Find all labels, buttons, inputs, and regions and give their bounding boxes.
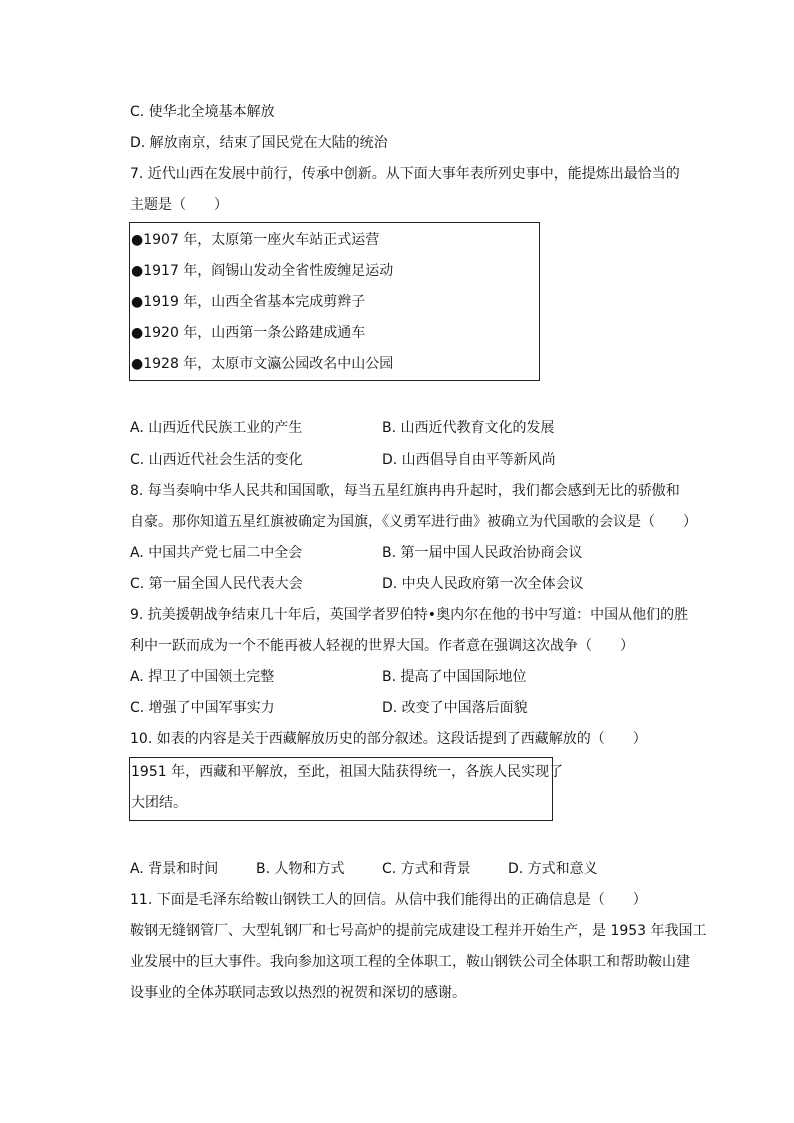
q9-stem-line-1: 9. 抗美援朝战争结束几十年后，英国学者罗伯特•奥内尔在他的书中写道：中国从他们的胜: [130, 607, 689, 623]
q10-quote-line-1: 1951 年，西藏和平解放，至此，祖国大陆获得统一，各族人民实现了: [131, 764, 564, 780]
q8-option-b: B. 第一届中国人民政治协商会议: [382, 545, 583, 561]
q7-option-c: C. 山西近代社会生活的变化: [130, 452, 303, 468]
q10-option-c: C. 方式和背景: [382, 861, 471, 877]
q7-event-3: ●1919 年，山西全省基本完成剪辫子: [131, 294, 366, 310]
q7-event-4: ●1920 年，山西第一条公路建成通车: [131, 325, 366, 341]
q8-option-c: C. 第一届全国人民代表大会: [130, 576, 303, 592]
q6-option-c: C. 使华北全境基本解放: [130, 104, 275, 120]
q9-option-b: B. 提高了中国国际地位: [382, 669, 527, 685]
q7-stem-line-1: 7. 近代山西在发展中前行，传承中创新。从下面大事年表所列史事中，能提炼出最恰当的: [130, 166, 680, 182]
q7-option-b: B. 山西近代教育文化的发展: [382, 420, 555, 436]
q7-event-2: ●1917 年，阎锡山发动全省性废缠足运动: [131, 263, 394, 279]
q11-stem: 11. 下面是毛泽东给鞍山钢铁工人的回信。从信中我们能得出的正确信息是（ ）: [130, 892, 647, 908]
q8-option-d: D. 中央人民政府第一次全体会议: [382, 576, 584, 592]
q11-letter-line-2: 业发展中的巨大事件。我向参加这项工程的全体职工，鞍山钢铁公司全体职工和帮助鞍山建: [130, 954, 690, 970]
q8-stem-line-1: 8. 每当奏响中华人民共和国国歌，每当五星红旗冉冉升起时，我们都会感到无比的骄傲和: [130, 483, 680, 499]
q9-stem-line-2: 利中一跃而成为一个不能再被人轻视的世界大国。作者意在强调这次战争（ ）: [130, 638, 634, 654]
q10-option-a: A. 背景和时间: [130, 861, 219, 877]
q7-stem-line-2: 主题是（ ）: [130, 197, 228, 213]
q10-quote-line-2: 大团结。: [131, 795, 187, 811]
q9-option-c: C. 增强了中国军事实力: [130, 700, 275, 716]
q6-option-d: D. 解放南京，结束了国民党在大陆的统治: [130, 135, 388, 151]
q10-option-d: D. 方式和意义: [508, 861, 598, 877]
q7-option-d: D. 山西倡导自由平等新风尚: [382, 452, 556, 468]
q7-event-1: ●1907 年，太原第一座火车站正式运营: [131, 232, 380, 248]
q9-option-d: D. 改变了中国落后面貌: [382, 700, 528, 716]
q10-option-b: B. 人物和方式: [256, 861, 345, 877]
q7-event-5: ●1928 年，太原市文瀛公园改名中山公园: [131, 356, 394, 372]
q9-option-a: A. 捍卫了中国领土完整: [130, 669, 275, 685]
q11-letter-line-3: 设事业的全体苏联同志致以热烈的祝贺和深切的感谢。: [130, 985, 466, 1001]
q7-event-table: [129, 222, 540, 381]
q11-letter-line-1: 鞍钢无缝钢管厂、大型轧钢厂和七号高炉的提前完成建设工程并开始生产，是 1953 年我国工: [130, 923, 707, 939]
q10-stem: 10. 如表的内容是关于西藏解放历史的部分叙述。这段话提到了西藏解放的（ ）: [130, 731, 647, 747]
q10-quote-box: [129, 757, 564, 821]
q8-option-a: A. 中国共产党七届二中全会: [130, 545, 303, 561]
q8-stem-line-2: 自豪。那你知道五星红旗被确定为国旗，《义勇军进行曲》被确立为代国歌的会议是（ ）: [130, 514, 697, 530]
q7-option-a: A. 山西近代民族工业的产生: [130, 420, 303, 436]
